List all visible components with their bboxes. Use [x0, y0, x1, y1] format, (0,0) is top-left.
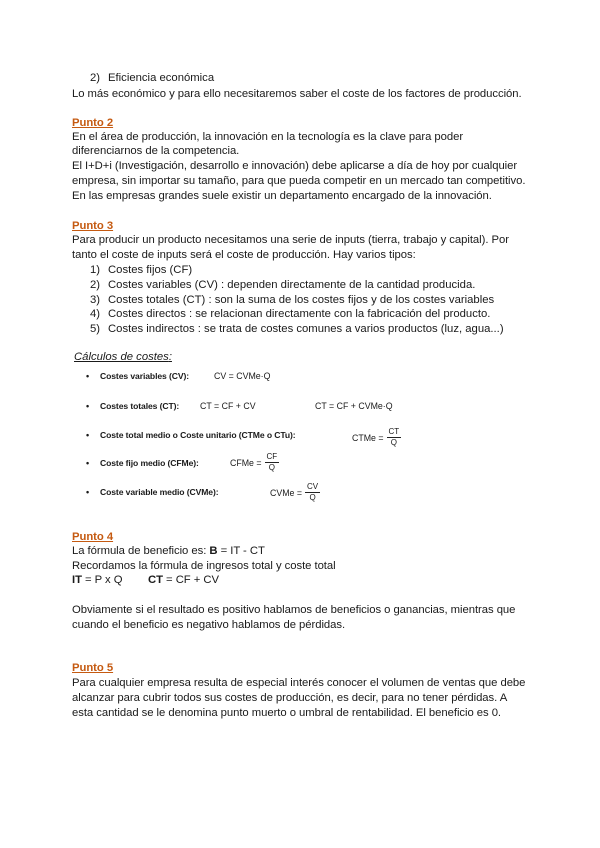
list-number: 2) — [90, 72, 101, 84]
formula-line-ct — [148, 573, 219, 588]
fraction-formula — [270, 482, 320, 503]
paragraph-line: empresa, sin importar su tamaño, para que pueda competir en un mercado tan competitivo. — [72, 175, 526, 187]
paragraph-line: Lo más económico y para ello necesitaremos saber el coste de los factores de producción. — [72, 88, 522, 100]
list-number: 3) — [90, 294, 101, 306]
list-item-text: Costes totales (CT) : son la suma de los costes fijos y de los costes variables — [108, 294, 495, 306]
formula-label: Coste fijo medio (CFMe): — [100, 458, 199, 468]
paragraph-line: Para producir un producto necesitamos una serie de inputs (tierra, trabajo y capital). Por — [72, 234, 509, 246]
paragraph-line: diferenciarnos de la competencia. — [72, 145, 240, 157]
formula: CT = CF + CVMe·Q — [315, 401, 393, 411]
bullet: • — [86, 430, 90, 440]
numerator: CT — [388, 427, 400, 436]
formula-lhs: CTMe = — [352, 432, 384, 443]
section-heading-punto-5: Punto 5 — [72, 662, 114, 674]
list-item-text: Costes indirectos : se trata de costes comunes a varios productos (luz, agua...) — [108, 323, 504, 335]
fraction-formula — [352, 427, 401, 448]
paragraph-line: alcanzar para cubrir todos sus costes de producción, es decir, para no tener pérdidas. A — [72, 692, 508, 704]
paragraph-line: Para cualquier empresa resulta de especial interés conocer el volumen de ventas que debe — [72, 677, 526, 689]
numerator: CV — [307, 482, 319, 491]
numerator: CF — [266, 452, 278, 461]
list-item-text: Costes variables (CV) : dependen directamente de la cantidad producida. — [108, 279, 476, 291]
list-number: 5) — [90, 323, 101, 335]
paragraph-line: En el área de producción, la innovación en la tecnología es la clave para poder — [72, 131, 464, 143]
bullet: • — [86, 371, 90, 381]
formula-label: Costes variables (CV): — [100, 371, 190, 381]
formula: CT = CF + CV — [200, 401, 256, 411]
list-item-text: Costes directos : se relacionan directamente con la fabricación del producto. — [108, 308, 491, 320]
formula: CV = CVMe·Q — [214, 371, 271, 381]
calculos-title — [74, 351, 172, 363]
formula-label: Coste total medio o Coste unitario (CTMe o CTu): — [100, 430, 296, 440]
text-run: La fórmula de beneficio es: — [72, 545, 210, 557]
denominator: Q — [268, 463, 275, 472]
bold-term: IT — [72, 574, 82, 586]
formula-lhs: CFMe = — [230, 457, 262, 468]
fraction-formula — [230, 452, 279, 473]
bold-term: CT — [148, 574, 163, 586]
section-heading-punto-3: Punto 3 — [72, 220, 114, 232]
paragraph-line: Recordamos la fórmula de ingresos total y coste total — [72, 560, 336, 572]
bullet: • — [86, 458, 90, 468]
formula-lhs: CVMe = — [270, 487, 303, 498]
paragraph-line: esta cantidad se le denomina punto muerto o umbral de rentabilidad. El beneficio es 0. — [72, 707, 502, 719]
denominator: Q — [309, 493, 316, 502]
bold-term: B — [209, 545, 218, 557]
formula-label: Costes totales (CT): — [100, 401, 180, 411]
denominator: Q — [390, 438, 397, 447]
paragraph-line: Obviamente si el resultado es positivo hablamos de beneficios o ganancias, mientras que — [72, 604, 516, 616]
paragraph-line — [72, 544, 265, 559]
paragraph-line: tanto el coste de inputs será el coste de producción. Hay varios tipos: — [72, 249, 416, 261]
list-number: 1) — [90, 264, 101, 276]
paragraph-line: En las empresas grandes suele existir un departamento encargado de la innovación. — [72, 190, 492, 202]
bullet: • — [86, 401, 90, 411]
bullet: • — [86, 487, 90, 497]
formula-line-it — [72, 573, 122, 588]
calculos-colon: : — [168, 351, 172, 363]
formula-label: Coste variable medio (CVMe): — [100, 487, 219, 497]
list-item-text: Costes fijos (CF) — [108, 264, 193, 276]
text-run: = CF + CV — [162, 574, 219, 586]
section-heading-punto-4: Punto 4 — [72, 531, 114, 543]
paragraph-line: cuando el beneficio es negativo hablamos de pérdidas. — [72, 619, 346, 631]
section-heading-punto-2: Punto 2 — [72, 117, 114, 129]
list-number: 4) — [90, 308, 101, 320]
text-run: = P x Q — [81, 574, 123, 586]
calculos-title-text: Cálculos de costes — [74, 351, 169, 363]
text-run: = IT - CT — [217, 545, 265, 557]
list-number: 2) — [90, 279, 101, 291]
list-item-text: Eficiencia económica — [108, 72, 215, 84]
paragraph-line: El I+D+i (Investigación, desarrollo e innovación) debe aplicarse a día de hoy por cualquier — [72, 160, 518, 172]
